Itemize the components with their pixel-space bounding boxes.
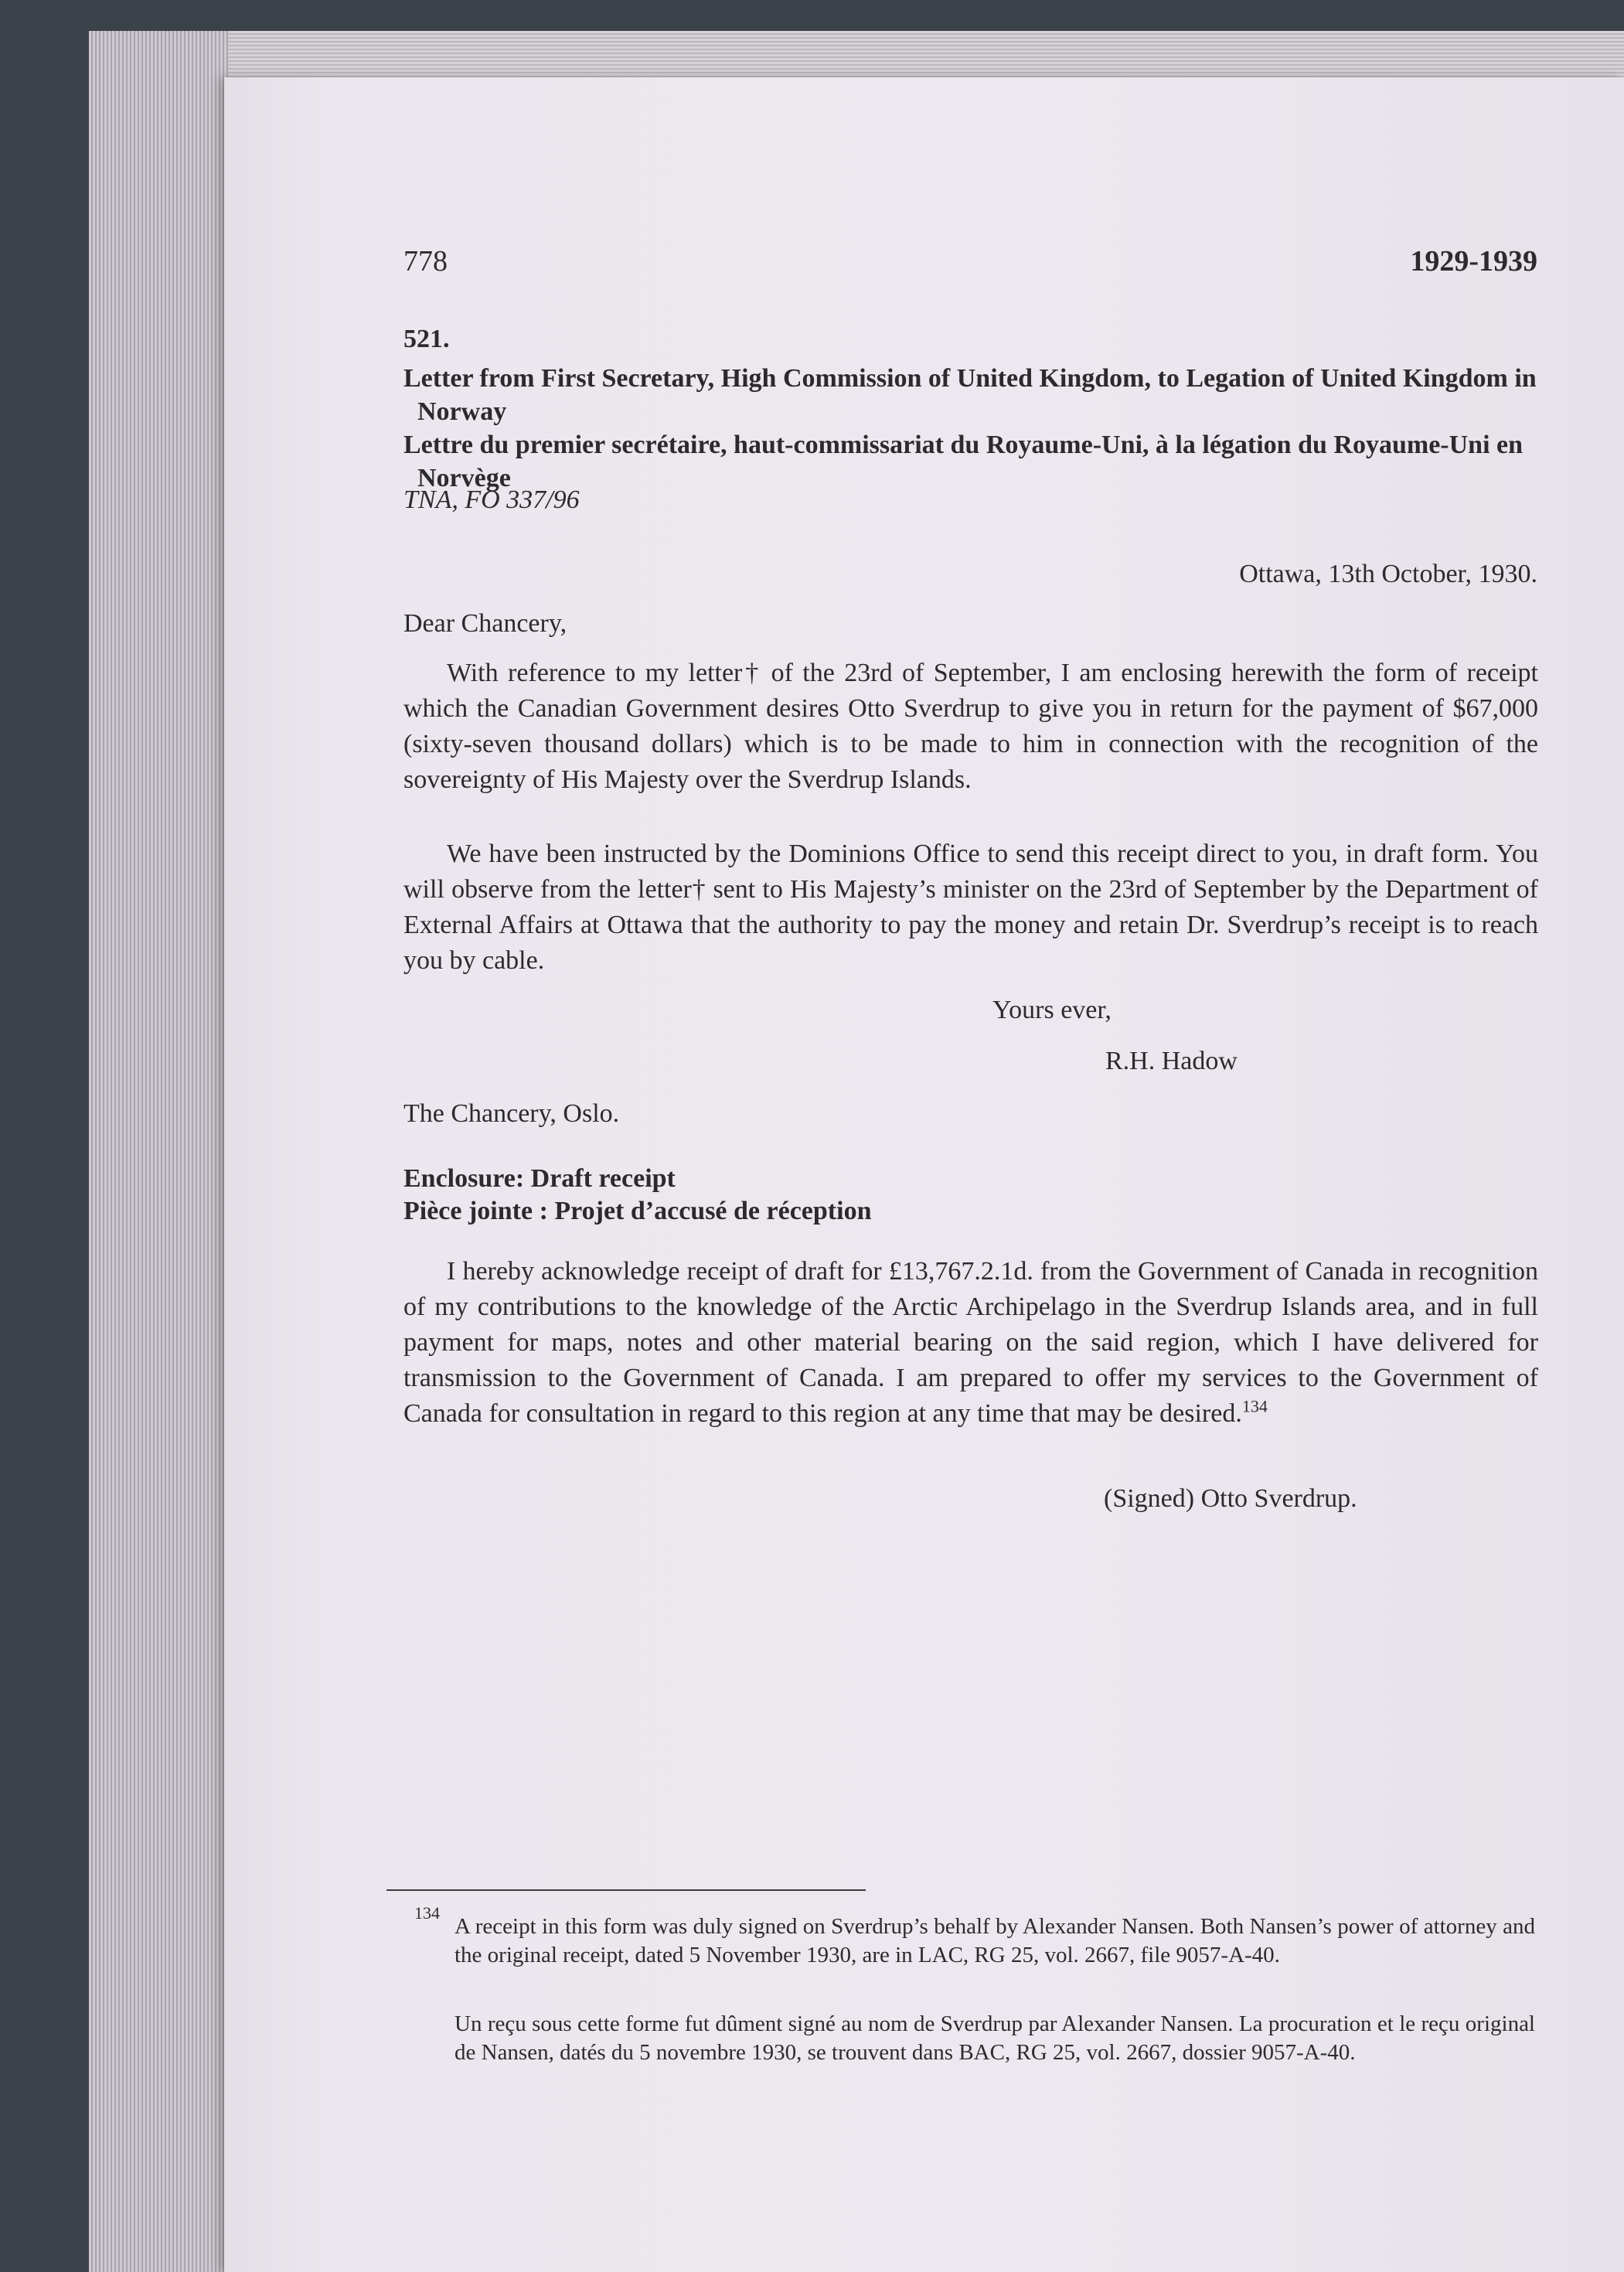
document-title xyxy=(403,362,1547,495)
closing: Yours ever, xyxy=(992,996,1112,1024)
title-english: Letter from First Secretary, High Commission of United Kingdom, to Legation of United Kingdom in Norway xyxy=(403,364,1537,426)
enclosure-french: Pièce jointe : Projet d’accusé de réception xyxy=(403,1197,872,1225)
receipt-signature: (Signed) Otto Sverdrup. xyxy=(1104,1484,1357,1513)
enclosure-english: Enclosure: Draft receipt xyxy=(403,1164,676,1193)
footnote-reference: 134 xyxy=(1241,1396,1268,1416)
receipt-paragraph xyxy=(403,1254,1538,1432)
salutation: Dear Chancery, xyxy=(403,609,567,638)
document-number: 521. xyxy=(403,325,450,353)
footnote-number: 134 xyxy=(414,1903,440,1923)
addressee: The Chancery, Oslo. xyxy=(403,1099,620,1128)
title-french: Lettre du premier secrétaire, haut-commissariat du Royaume-Uni, à la légation du Royaume-Uni en Norvège xyxy=(403,431,1524,492)
book-page-edges xyxy=(89,31,228,2272)
receipt-text: I hereby acknowledge receipt of draft for £13,767.2.1d. from the Government of Canada in recognition of my contributions to the knowledge of the Arctic Archipelago in the Sverdrup Islands area, and in full payment for maps, notes and other material bearing on the said region, which I have delivered for transmission to the Government of Canada. I am prepared to offer my services to the Government of Canada for consultation in regard to this region at any time that may be desired. xyxy=(403,1257,1538,1428)
archival-source: TNA, FO 337/96 xyxy=(403,485,580,514)
letter-paragraph: With reference to my letter† of the 23rd of September, I am enclosing herewith the form of receipt which the Canadian Government desires Otto Sverdrup to give you in return for the payment of $67,000 (sixty-seven thousand dollars) which is to be made to him in connection with the recognition of the sovereignty of His Majesty over the Sverdrup Islands. xyxy=(403,659,1538,794)
signer-name: R.H. Hadow xyxy=(1105,1047,1238,1075)
running-header-years: 1929-1939 xyxy=(1410,245,1537,278)
letter-paragraph: We have been instructed by the Dominions Office to send this receipt direct to you, in draft form. You will observe from the letter† sent to His Majesty’s minister on the 23rd of September by the Department of External Affairs at Ottawa that the authority to pay the money and retain Dr. Sverdrup’s receipt is to reach you by cable. xyxy=(403,840,1538,975)
page-number: 778 xyxy=(403,245,448,278)
footnote-divider xyxy=(386,1889,866,1891)
footnote-french: Un reçu sous cette forme fut dûment signé au nom de Sverdrup par Alexander Nansen. La procuration et le reçu original de Nansen, datés du 5 novembre 1930, se trouvent dans BAC, RG 25, vol. 2667, dossier 9057-A-40. xyxy=(455,2011,1535,2065)
enclosure-heading xyxy=(403,1163,871,1228)
footnote-english: A receipt in this form was duly signed on Sverdrup’s behalf by Alexander Nansen. Both Nansen’s power of attorney and the original receipt, dated 5 November 1930, are in LAC, RG 25, vol. 2667, file 9057-A-40. xyxy=(455,1914,1535,1967)
letter-date: Ottawa, 13th October, 1930. xyxy=(1239,560,1537,588)
